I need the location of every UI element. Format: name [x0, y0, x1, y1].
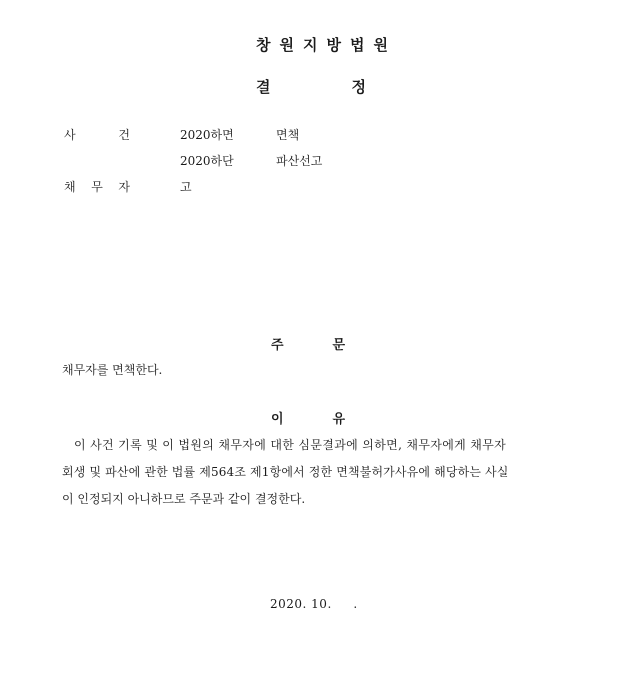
debtor-label-char-1: 채	[64, 180, 76, 194]
reason-section-title	[271, 408, 345, 427]
debtor-label-char-3: 자	[118, 180, 130, 194]
reason-title-char-2: 유	[332, 412, 345, 427]
reason-line-2	[62, 459, 554, 486]
order-text: 채무자를 면책한다.	[62, 363, 163, 377]
case-label	[64, 122, 130, 148]
case-number: 2020하단	[180, 154, 234, 168]
case-type: 면책	[276, 128, 300, 142]
reason-line-3	[62, 486, 554, 513]
reason-line-1	[62, 432, 554, 459]
document-type-title	[256, 76, 366, 97]
case-type: 파산선고	[276, 154, 323, 168]
doc-type-char-2: 정	[351, 78, 366, 96]
debtor-label-char-2: 무	[91, 180, 103, 194]
case-info	[64, 122, 322, 200]
reason-title-char-1: 이	[271, 412, 284, 427]
decision-date: 2020. 10. .	[270, 597, 358, 611]
case-row-1	[64, 122, 322, 148]
debtor-name: 고	[180, 180, 192, 194]
reason-text	[62, 432, 554, 513]
order-section-title	[271, 334, 345, 353]
case-label-char-2: 건	[118, 128, 130, 142]
reason-line-1-text: 이 사건 기록 및 이 법원의 채무자에 대한 심문결과에 의하면, 채무자에게 채무자	[74, 438, 507, 452]
court-name: 창원지방법원	[256, 36, 397, 54]
debtor-label	[64, 174, 130, 200]
case-row-2	[64, 148, 322, 174]
order-title-char-1: 주	[271, 338, 284, 353]
case-label-empty	[64, 148, 130, 174]
reason-line-3-text: 이 인정되지 아니하므로 주문과 같이 결정한다.	[62, 492, 306, 506]
debtor-row	[64, 174, 322, 200]
case-label-char-1: 사	[64, 128, 76, 142]
doc-type-char-1: 결	[256, 78, 271, 96]
order-title-char-2: 문	[332, 338, 345, 353]
reason-line-2-text: 회생 및 파산에 관한 법률 제564조 제1항에서 정한 면책불허가사유에 해당하는 사실	[62, 465, 509, 479]
case-number: 2020하면	[180, 128, 234, 142]
